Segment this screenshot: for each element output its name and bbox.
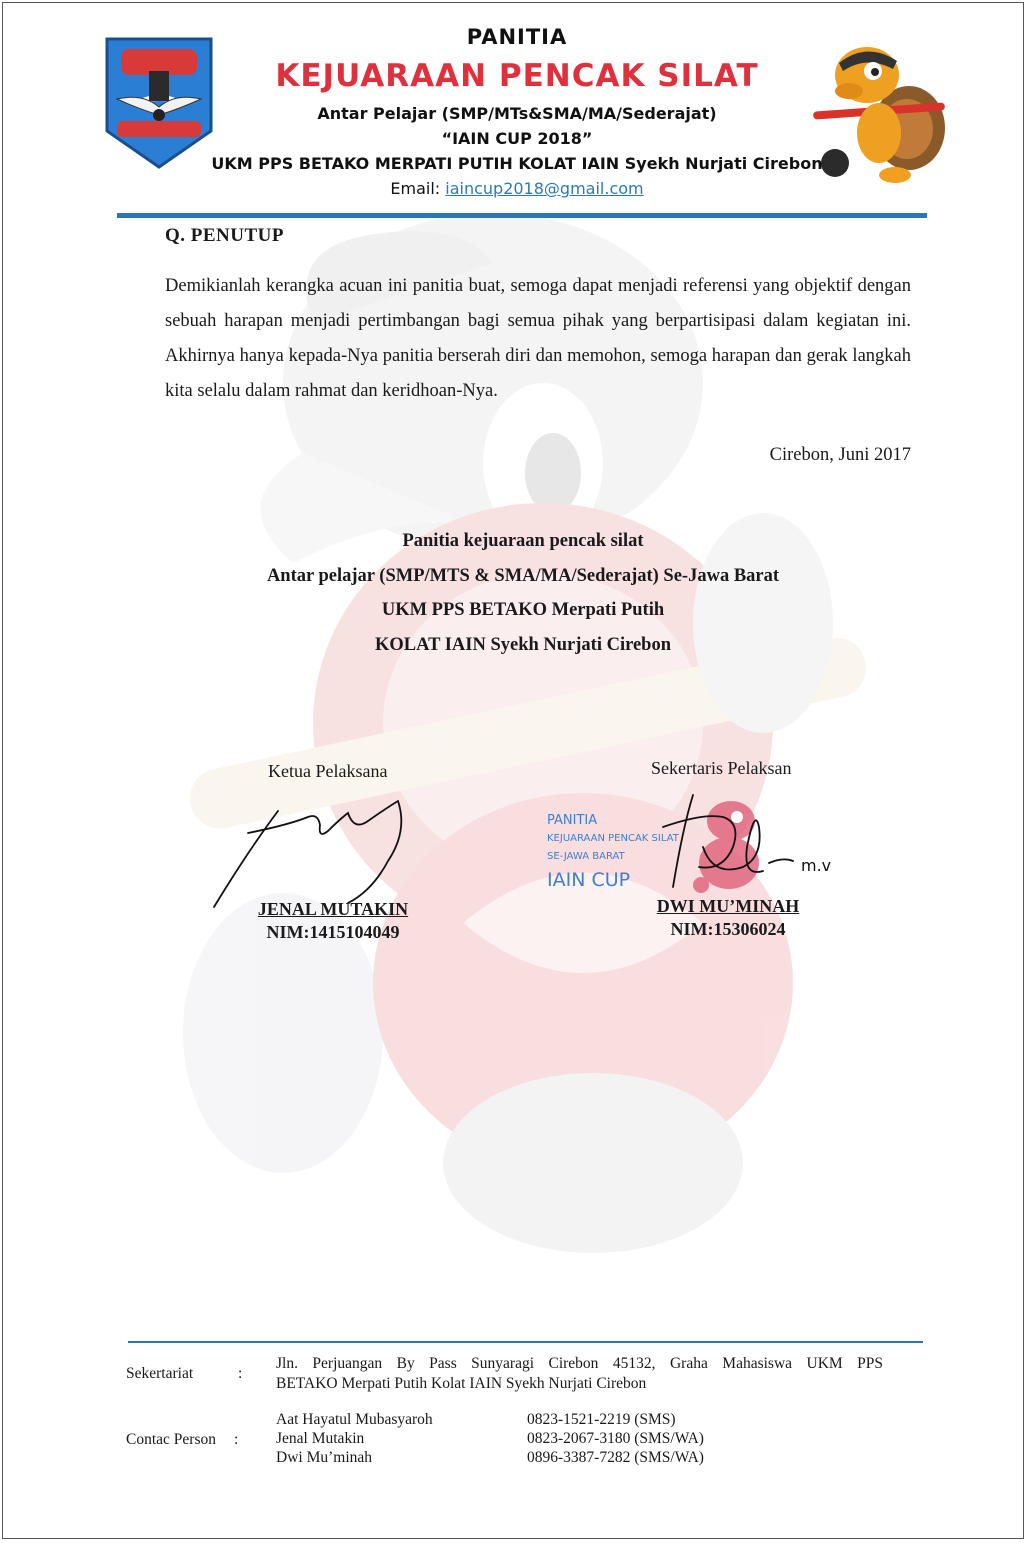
left-signatory-role: Ketua Pelaksana (268, 761, 388, 781)
organizer-line-3: UKM PPS BETAKO Merpati Putih (381, 600, 665, 620)
header-subtitle-event: “IAIN CUP 2018” (441, 129, 593, 148)
header-title: KEJUARAAN PENCAK SILAT (275, 58, 759, 94)
organizer-line-2: Antar pelajar (SMP/MTS & SMA/MA/Sederajat) Se-Jawa Barat (266, 566, 780, 586)
right-signatory-name: DWI MU’MINAH (656, 896, 800, 916)
footer-address-line-1: Jln. Perjuangan By Pass Sunyaragi Cirebon 45132, Graha Mahasiswa UKM PPS (276, 1355, 883, 1372)
contact-phone: 0896-3387-7282 (SMS/WA) (527, 1449, 704, 1466)
stamp-line-2: KEJUARAAN PENCAK SILAT (547, 833, 679, 844)
footer-colon-1: : (238, 1365, 243, 1382)
header-subtitle-organizer: UKM PPS BETAKO MERPATI PUTIH KOLAT IAIN Syekh Nurjati Cirebon (211, 154, 823, 173)
header-email-line (3, 179, 1024, 198)
footer-divider (128, 1341, 923, 1343)
left-signatory-name: JENAL MUTAKIN (257, 899, 409, 919)
section-title: Q. PENUTUP (165, 225, 284, 246)
footer-colon-2: : (234, 1431, 239, 1448)
stamp-line-4: IAIN CUP (547, 869, 631, 891)
organizer-line-1: Panitia kejuaraan pencak silat (402, 531, 644, 551)
contact-phone: 0823-1521-2219 (SMS) (527, 1411, 676, 1428)
letter-date: Cirebon, Juni 2017 (769, 445, 911, 465)
right-signature (643, 787, 843, 907)
stamp-line-1: PANITIA (547, 813, 598, 828)
footer-contact-label: Contac Person (126, 1431, 216, 1448)
left-signatory-nim: NIM:1415104049 (266, 922, 400, 942)
document-page (2, 2, 1024, 1539)
header-subtitle-participants: Antar Pelajar (SMP/MTs&SMA/MA/Sederajat) (317, 104, 717, 123)
right-signatory-nim: NIM:15306024 (670, 919, 786, 939)
footer-sekretariat-label: Sekertariat (126, 1365, 194, 1382)
contact-name: Jenal Mutakin (276, 1430, 365, 1447)
footer-address-line-2: BETAKO Merpati Putih Kolat IAIN Syekh Nurjati Cirebon (276, 1375, 647, 1392)
betako-logo (103, 35, 215, 171)
contact-name: Dwi Mu’minah (276, 1449, 373, 1466)
closing-paragraph: Demikianlah kerangka acuan ini panitia buat, semoga dapat menjadi referensi yang objektif dengan sebuah harapan menjadi pertimbangan bagi semua pihak yang berpartisipasi dalam kegiatan ini. Akhirnya hanya kepada-Nya panitia berserah diri dan memohon, semoga harapan dan gerak langkah kita selalu dalam rahmat dan keridhoan-Nya. (165, 276, 911, 401)
right-signatory-role: Sekertaris Pelaksan (651, 758, 792, 778)
contact-phone: 0823-2067-3180 (SMS/WA) (527, 1430, 704, 1447)
header-divider (117, 213, 927, 218)
svg-text:m.v: m.v (801, 856, 832, 875)
left-signature (208, 791, 438, 911)
stamp-line-3: SE-JAWA BARAT (547, 851, 625, 862)
contact-name: Aat Hayatul Mubasyaroh (276, 1411, 433, 1428)
organizer-line-4: KOLAT IAIN Syekh Nurjati Cirebon (374, 635, 672, 655)
email-link[interactable]: iaincup2018@gmail.com (445, 179, 644, 198)
header-panitia: PANITIA (466, 25, 568, 49)
email-label: Email: (390, 179, 446, 198)
